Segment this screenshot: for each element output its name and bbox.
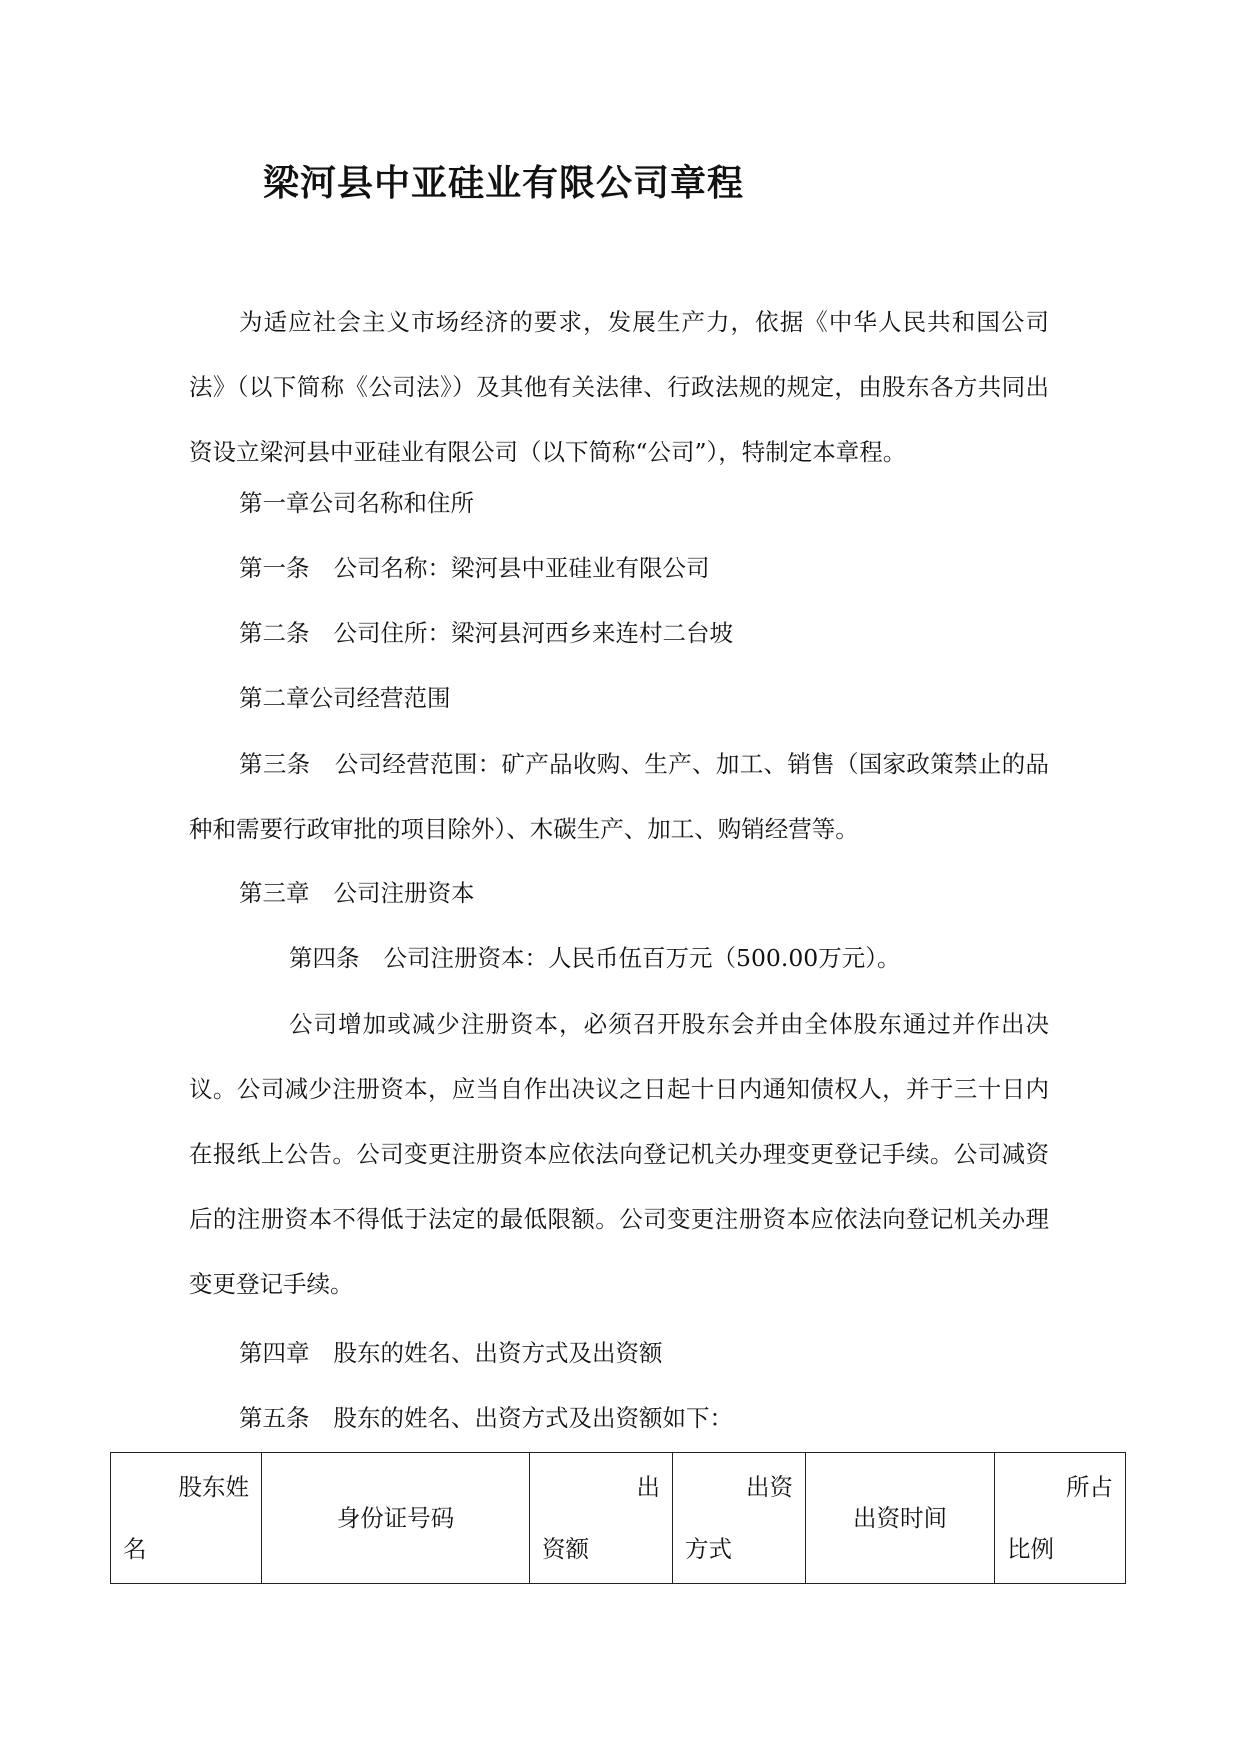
capital-change-paragraph [189,992,1049,1317]
preamble-text: 为适应社会主义市场经济的要求，发展生产力，依据《中华人民共和国公司法》（以下简称《公司法》）及其他有关法律、行政法规的规定，由股东各方共同出资设立梁河县中亚硅业有限公司（以下简称“公司”），特制定本章程。 [189,308,1049,466]
chapter-4-text: 股东的姓名、出资方式及出资额 [333,1339,663,1367]
article-5 [239,1403,733,1433]
article-4 [289,943,900,973]
article-1-text: 公司名称：梁河县中亚硅业有限公司 [333,554,710,582]
article-3 [189,732,1049,862]
capital-change-text: 公司增加或减少注册资本，必须召开股东会并由全体股东通过并作出决议。公司减少注册资本，应当自作出决议之日起十日内通知债权人，并于三十日内在报纸上公告。公司变更注册资本应依法向登记机关办理变更登记手续。公司减资后的注册资本不得低于法定的最低限额。公司变更注册资本应依法向登记机关办理变更登记手续。 [189,1010,1049,1298]
header-method-bottom: 方式 [685,1535,732,1563]
header-amount-bottom: 资额 [542,1535,589,1563]
chapter-1-text: 第一章公司名称和住所 [239,489,474,517]
preamble-paragraph [189,290,1049,485]
header-time: 出资时间 [806,1453,995,1584]
article-5-label: 第五条 [239,1404,310,1432]
chapter-2-text: 第二章公司经营范围 [239,684,451,712]
article-4-text: 公司注册资本：人民币伍百万元（500.00万元）。 [383,944,901,972]
header-name [111,1453,262,1584]
header-id: 身份证号码 [262,1453,530,1584]
article-4-label: 第四条 [289,944,360,972]
chapter-3-label: 第三章 [239,879,310,907]
article-1-label: 第一条 [239,554,310,582]
chapter-1-heading [239,488,474,518]
chapter-4-heading [239,1338,663,1368]
article-2-text: 公司住所：梁河县河西乡来连村二台坡 [333,619,733,647]
header-name-top: 股东姓 [178,1473,249,1501]
header-amount-top: 出 [636,1473,660,1501]
header-ratio-top: 所占 [1066,1473,1113,1501]
article-1 [239,553,710,583]
article-2 [239,618,733,648]
header-ratio [995,1453,1126,1584]
chapter-4-label: 第四章 [239,1339,310,1367]
chapter-3-heading [239,878,475,908]
article-3-label: 第三条 [239,750,311,778]
header-amount [530,1453,673,1584]
article-2-label: 第二条 [239,619,310,647]
header-name-bottom: 名 [123,1535,147,1563]
table-header-row [111,1453,1126,1584]
document-title: 梁河县中亚硅业有限公司章程 [263,162,745,204]
header-method-top: 出资 [746,1473,793,1501]
header-ratio-bottom: 比例 [1007,1535,1054,1563]
header-method [673,1453,806,1584]
chapter-2-heading [239,683,451,713]
shareholder-table [110,1452,1126,1584]
article-3-text: 公司经营范围：矿产品收购、生产、加工、销售（国家政策禁止的品种和需要行政审批的项目除外）、木碳生产、加工、购销经营等。 [189,750,1050,843]
chapter-3-text: 公司注册资本 [333,879,475,907]
article-5-text: 股东的姓名、出资方式及出资额如下： [333,1404,733,1432]
